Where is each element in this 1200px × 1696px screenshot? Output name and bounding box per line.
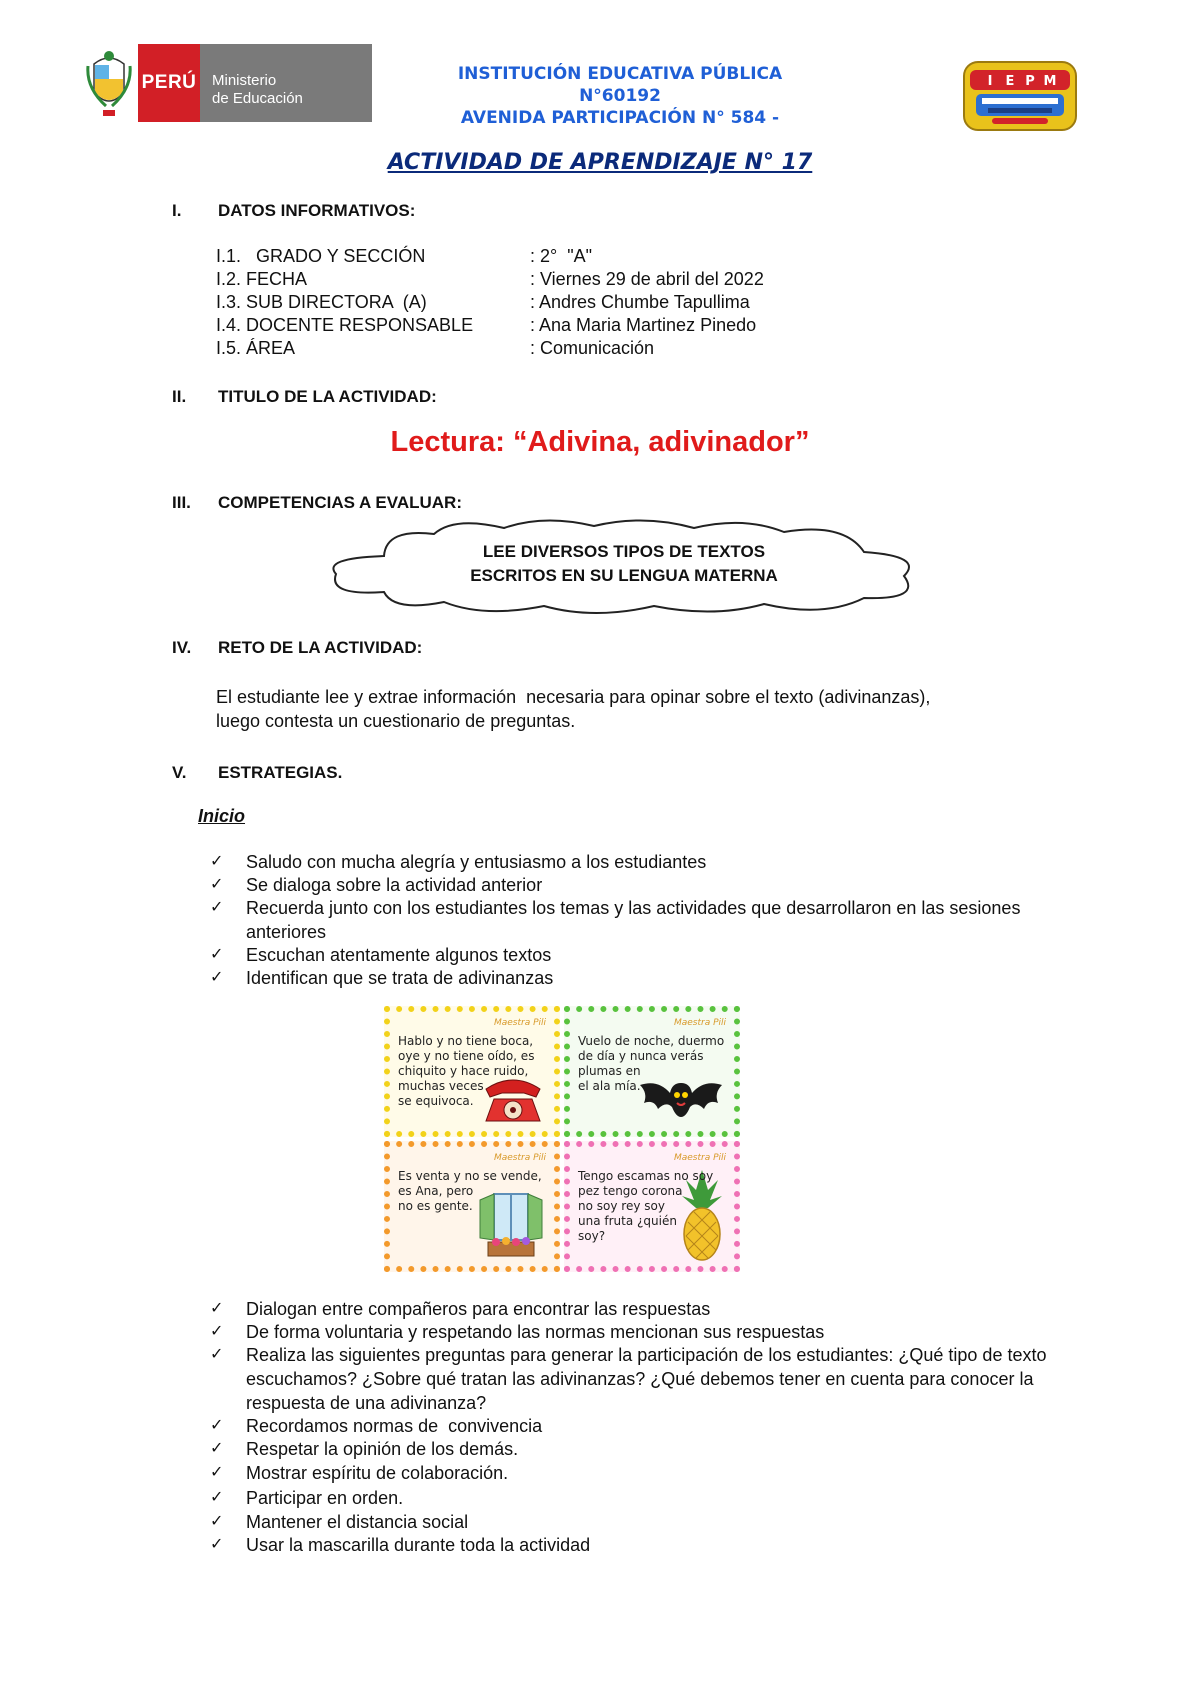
activity-title: ACTIVIDAD DE APRENDIZAJE N° 17 bbox=[387, 150, 813, 175]
riddle-card bbox=[384, 1141, 560, 1272]
list-item: ✓ De forma voluntaria y respetando las normas mencionan sus respuestas bbox=[210, 1322, 825, 1342]
section-reto: IV. RETO DE LA ACTIVIDAD: bbox=[172, 638, 423, 657]
peru-label: PERÚ bbox=[138, 44, 200, 122]
institution-line-2: N°60192 bbox=[579, 86, 661, 106]
competencia-line-2: ESCRITOS EN SU LENGUA MATERNA bbox=[470, 566, 778, 585]
riddle-card bbox=[564, 1141, 740, 1272]
dato-label: I.4. DOCENTE RESPONSABLE bbox=[216, 315, 474, 335]
ministry-line-2: de Educación bbox=[212, 90, 303, 107]
reto-line-1: El estudiante lee y extrae información necesaria para opinar sobre el texto (adivinanzas), bbox=[216, 687, 931, 707]
brand-label: Maestra Pili bbox=[493, 1153, 546, 1163]
list-item: ✓ Mostrar espíritu de colaboración. bbox=[210, 1463, 509, 1483]
list-item: ✓ Realiza las siguientes preguntas para generar la participación de los estudiantes: ¿Qué tipo de texto escuchamos? ¿Sobre qué tratan las adivinanzas? ¿Qué debemos tener en cuenta para conocer la respuesta de una adivinanza? bbox=[210, 1345, 1047, 1413]
dato-label: I.2. FECHA bbox=[216, 269, 308, 289]
competencia-line-1: LEE DIVERSOS TIPOS DE TEXTOS bbox=[482, 542, 766, 561]
dato-row bbox=[216, 292, 750, 316]
list-item: ✓ Identifican que se trata de adivinanzas bbox=[210, 968, 554, 988]
dato-label: I.1. GRADO Y SECCIÓN bbox=[216, 246, 426, 266]
riddle-text: Tengo escamas no soy pez tengo corona no soy rey soy una fruta ¿quién soy? bbox=[578, 1169, 714, 1243]
section-titulo: II. TITULO DE LA ACTIVIDAD: bbox=[172, 387, 437, 406]
dato-row bbox=[216, 315, 757, 339]
list-item: ✓ Participar en orden. bbox=[210, 1488, 404, 1508]
riddle-text: Es venta y no se vende, es Ana, pero no es gente. bbox=[398, 1169, 542, 1213]
badge-letter-e: E bbox=[1005, 74, 1015, 89]
riddles-image bbox=[384, 1006, 740, 1272]
check-icon: ✓ bbox=[210, 1536, 224, 1553]
ministry-line-1: Ministerio bbox=[212, 72, 277, 89]
section-datos: I. DATOS INFORMATIVOS: bbox=[172, 201, 416, 220]
check-icon: ✓ bbox=[210, 876, 224, 893]
check-icon: ✓ bbox=[210, 1346, 224, 1363]
dato-value: : Ana Maria Martinez Pinedo bbox=[530, 315, 757, 335]
list-item: ✓ Recordamos normas de convivencia bbox=[210, 1416, 543, 1436]
check-icon: ✓ bbox=[210, 1323, 224, 1340]
ministry-name bbox=[200, 44, 372, 122]
check-icon: ✓ bbox=[210, 1417, 224, 1434]
reto-text bbox=[216, 685, 1046, 733]
dato-label: I.5. ÁREA bbox=[216, 338, 296, 358]
competencia-text bbox=[324, 540, 924, 588]
brand-label: Maestra Pili bbox=[493, 1018, 546, 1028]
check-icon: ✓ bbox=[210, 853, 224, 870]
check-icon: ✓ bbox=[210, 899, 224, 916]
list-item: ✓ Respetar la opinión de los demás. bbox=[210, 1439, 519, 1459]
reto-line-2: luego contesta un cuestionario de preguntas. bbox=[216, 711, 576, 731]
dato-value: : Andres Chumbe Tapullima bbox=[530, 292, 750, 312]
check-icon: ✓ bbox=[210, 1440, 224, 1457]
riddle-text: Vuelo de noche, duermo de día y nunca verás plumas en el ala mía. bbox=[578, 1034, 725, 1093]
brand-label: Maestra Pili bbox=[673, 1153, 726, 1163]
riddle-text: Hablo y no tiene boca, oye y no tiene oído, es chiquito y hace ruido, muchas veces se equivoca. bbox=[398, 1034, 535, 1108]
dato-row bbox=[216, 246, 592, 270]
institution-line-1: INSTITUCIÓN EDUCATIVA PÚBLICA bbox=[457, 64, 783, 84]
minedu-logo bbox=[86, 44, 372, 122]
check-icon: ✓ bbox=[210, 1300, 224, 1317]
peru-coat-of-arms-icon bbox=[86, 44, 132, 122]
list-item: ✓ Saludo con mucha alegría y entusiasmo a los estudiantes bbox=[210, 852, 707, 872]
riddle-card bbox=[564, 1006, 740, 1137]
list-item: ✓ Recuerda junto con los estudiantes los temas y las actividades que desarrollaron en las sesiones anteriores bbox=[210, 898, 1021, 942]
lectura-title: Lectura: “Adivina, adivinador” bbox=[390, 426, 810, 458]
section-estrategias: V. ESTRATEGIAS. bbox=[172, 763, 343, 782]
badge-letter-m: M bbox=[1043, 74, 1057, 89]
riddle-card bbox=[384, 1006, 560, 1137]
check-icon: ✓ bbox=[210, 946, 224, 963]
dato-value: : Viernes 29 de abril del 2022 bbox=[530, 269, 764, 289]
dato-row bbox=[216, 269, 764, 293]
check-icon: ✓ bbox=[210, 1489, 224, 1506]
institution-line-3: AVENIDA PARTICIPACIÓN N° 584 - bbox=[460, 108, 780, 128]
badge-letter-p: P bbox=[1025, 74, 1035, 89]
dato-value: : Comunicación bbox=[530, 338, 655, 358]
check-icon: ✓ bbox=[210, 969, 224, 986]
inicio-heading: Inicio bbox=[198, 806, 246, 826]
dato-value: : 2° "A" bbox=[530, 246, 592, 266]
list-item: ✓ Escuchan atentamente algunos textos bbox=[210, 945, 552, 965]
check-icon: ✓ bbox=[210, 1464, 224, 1481]
dato-row bbox=[216, 338, 655, 362]
brand-label: Maestra Pili bbox=[673, 1018, 726, 1028]
institution-header bbox=[400, 64, 840, 130]
list-item: ✓ Se dialoga sobre la actividad anterior bbox=[210, 875, 543, 895]
section-competencias: III. COMPETENCIAS A EVALUAR: bbox=[172, 493, 462, 512]
school-badge-icon bbox=[962, 60, 1078, 132]
list-item: ✓ Mantener el distancia social bbox=[210, 1512, 469, 1532]
badge-letter-i: I bbox=[987, 74, 993, 89]
check-icon: ✓ bbox=[210, 1513, 224, 1530]
list-item: ✓ Dialogan entre compañeros para encontrar las respuestas bbox=[210, 1299, 711, 1319]
list-item: ✓ Usar la mascarilla durante toda la actividad bbox=[210, 1535, 591, 1555]
dato-label: I.3. SUB DIRECTORA (A) bbox=[216, 292, 427, 312]
